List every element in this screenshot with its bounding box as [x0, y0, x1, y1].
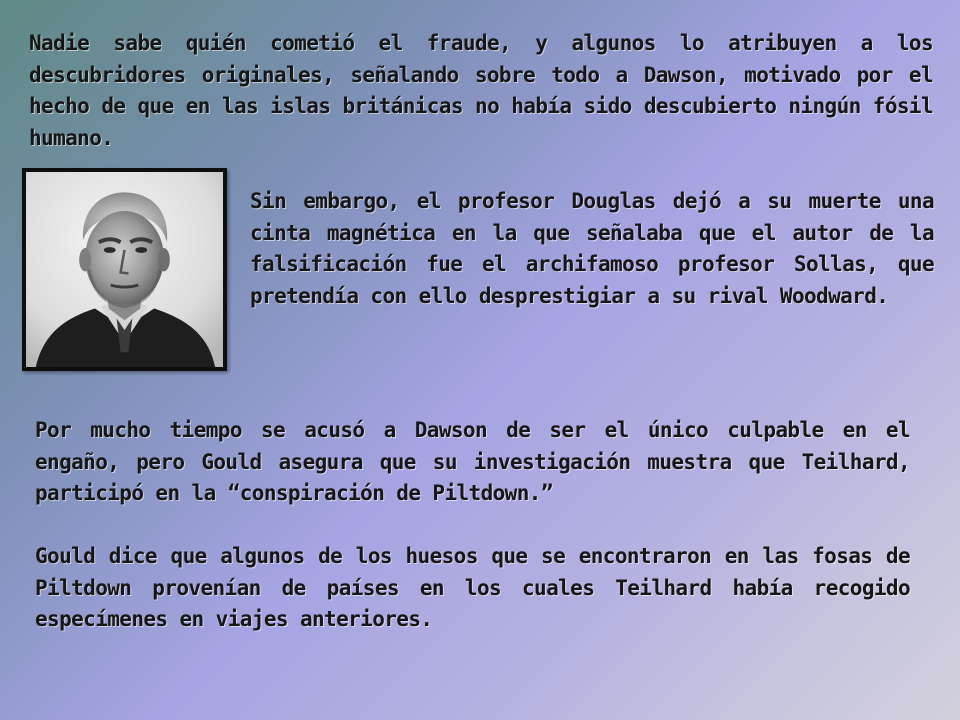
intro-paragraph: Nadie sabe quién cometió el fraude, y algunos lo atribuyen a los descubridores originales, señalando sobre todo a Dawson, motivado por el hecho de que en las islas británicas no había sido descubierto ningún fósil humano.: [29, 31, 933, 150]
dawson-teilhard-paragraph: Por mucho tiempo se acusó a Dawson de ser el único culpable en el engaño, pero Gould asegura que su investigación muestra que Teilhard, participó en la “conspiración de Piltdown.”: [35, 418, 910, 505]
gould-bones-paragraph: Gould dice que algunos de los huesos que se encontraron en las fosas de Piltdown provenían de países en los cuales Teilhard había recogido especímenes en viajes anteriores.: [35, 544, 910, 631]
portrait-photo: [22, 168, 227, 371]
portrait-photo-icon: [26, 172, 223, 367]
douglas-paragraph: Sin embargo, el profesor Douglas dejó a su muerte una cinta magnética en la que señalaba que el autor de la falsificación fue el archifamoso profesor Sollas, que pretendía con ello desprestigiar a su rival Woodward.: [250, 189, 934, 308]
